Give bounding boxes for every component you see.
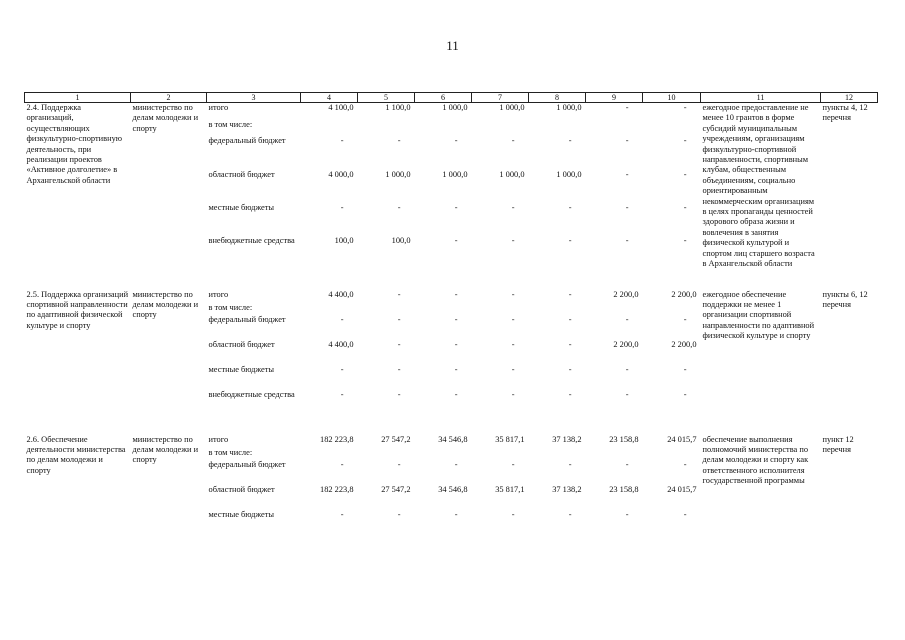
funding-value: - [568,509,572,519]
funding-source: внебюджетные средства [208,389,295,399]
column-numbers-row [25,93,878,103]
indicator-link: пункты 4, 12 перечня [822,103,868,123]
funding-value: - [511,339,515,349]
funding-value: 35 817,1 [495,484,525,494]
funding-value: 34 546,8 [438,434,468,444]
funding-value: - [625,103,629,112]
funding-value: - [568,389,572,399]
funding-source: федеральный бюджет [208,136,286,146]
funding-value [301,120,358,136]
funding-value: - [454,236,458,246]
funding-value [415,303,472,315]
funding-value: 23 158,8 [609,434,639,444]
executor-name: министерство по делам молодежи и спорту [132,103,199,133]
funding-value: - [511,136,515,146]
funding-value: 27 547,2 [381,434,411,444]
funding-value: - [625,314,629,324]
funding-value [529,303,586,315]
funding-value: - [454,136,458,146]
funding-value: - [683,103,687,112]
funding-value: - [454,389,458,399]
funding-value: - [683,389,687,399]
funding-source: областной бюджет [208,169,275,179]
funding-value: - [625,389,629,399]
funding-value: - [454,339,458,349]
funding-source: в том числе: [208,302,253,312]
funding-value [301,448,358,460]
funding-value: 2 200,0 [613,339,639,349]
funding-source: областной бюджет [208,484,275,494]
funding-value: - [683,136,687,146]
funding-value: - [683,314,687,324]
funding-value: - [568,364,572,374]
table-row [25,103,878,121]
funding-value: 1 000,0 [385,169,411,179]
table-row [25,290,878,303]
funding-value: - [397,389,401,399]
funding-value: - [511,389,515,399]
funding-value: - [397,459,401,469]
funding-value: 4 000,0 [328,169,354,179]
funding-value: - [511,236,515,246]
funding-value: - [397,339,401,349]
spacer-cell [25,415,878,435]
column-header: 9 [586,93,643,103]
funding-value: - [340,314,344,324]
funding-value: 35 817,1 [495,434,525,444]
funding-value: 2 200,0 [671,289,697,299]
funding-value [472,448,529,460]
column-header: 3 [207,93,301,103]
funding-value: - [511,509,515,519]
funding-value: - [625,509,629,519]
funding-value: - [568,314,572,324]
funding-source: в том числе: [208,120,253,130]
funding-value [472,120,529,136]
funding-value: - [397,364,401,374]
column-header: 10 [643,93,701,103]
funding-value: 100,0 [334,236,354,246]
funding-source: итого [208,289,229,299]
executor-name: министерство по делам молодежи и спорту [132,289,199,320]
funding-value [643,448,701,460]
funding-value: - [454,314,458,324]
funding-value: - [568,136,572,146]
indicator-link: пункты 6, 12 перечня [822,289,868,309]
funding-value: - [340,459,344,469]
funding-source: местные бюджеты [208,202,275,212]
column-header: 4 [301,93,358,103]
funding-value: - [397,509,401,519]
funding-value: 4 400,0 [328,339,354,349]
funding-value: - [454,459,458,469]
funding-value: - [340,202,344,212]
funding-value: - [511,314,515,324]
funding-value: - [397,314,401,324]
funding-value: - [683,509,687,519]
funding-source: итого [208,434,229,444]
section-spacer [25,270,878,290]
funding-value [643,120,701,136]
funding-value: - [511,202,515,212]
funding-value: - [683,459,687,469]
funding-value [586,303,643,315]
funding-value [415,120,472,136]
funding-value [472,303,529,315]
funding-value [415,448,472,460]
funding-value [358,448,415,460]
funding-value: 1 000,0 [442,169,468,179]
funding-value: - [568,202,572,212]
column-header: 2 [131,93,207,103]
funding-source: федеральный бюджет [208,314,286,324]
funding-value [586,120,643,136]
column-header: 5 [358,93,415,103]
table-body [25,103,878,535]
funding-source: федеральный бюджет [208,459,286,469]
funding-value [586,448,643,460]
funding-value: - [454,202,458,212]
funding-value: 1 100,0 [385,103,411,112]
funding-value: 4 400,0 [328,289,354,299]
funding-value: - [511,364,515,374]
activity-name: 2.6. Обеспечение деятельности министерства по делам молодежи и спорту [26,434,126,475]
funding-source: местные бюджеты [208,509,275,519]
funding-value: - [625,136,629,146]
funding-value: - [625,236,629,246]
column-header: 6 [415,93,472,103]
funding-value: - [683,202,687,212]
column-header: 11 [701,93,821,103]
funding-value [529,120,586,136]
funding-source: итого [208,103,229,112]
funding-value: 27 547,2 [381,484,411,494]
spacer-cell [25,270,878,290]
funding-value: 37 138,2 [552,484,582,494]
funding-value: 1 000,0 [499,169,525,179]
funding-value: - [683,169,687,179]
activity-name: 2.5. Поддержка организаций спортивной направленности по адаптивной физической культуре и спорту [26,289,129,330]
funding-source: областной бюджет [208,339,275,349]
funding-value [358,120,415,136]
funding-value: - [397,202,401,212]
funding-value: 1 000,0 [442,103,468,112]
funding-value: - [340,509,344,519]
column-header: 1 [25,93,131,103]
executor-name: министерство по делам молодежи и спорту [132,434,199,465]
table-row [25,435,878,448]
funding-value: - [511,289,515,299]
funding-value: - [397,136,401,146]
funding-value: 34 546,8 [438,484,468,494]
activity-name: 2.4. Поддержка организаций, осуществляющих физкультурно-спортивную деятельность, при реализации проектов «Активное долголетие» в Архангельской области [26,103,123,185]
funding-value: - [568,339,572,349]
funding-value: - [397,289,401,299]
funding-value [529,448,586,460]
funding-value: - [568,289,572,299]
funding-value [358,303,415,315]
funding-value: 37 138,2 [552,434,582,444]
column-header: 7 [472,93,529,103]
funding-value: - [568,236,572,246]
funding-value: 4 100,0 [328,103,354,112]
funding-value: - [511,459,515,469]
funding-value: 2 200,0 [613,289,639,299]
funding-value: - [340,364,344,374]
column-header: 12 [821,93,878,103]
funding-value: - [454,289,458,299]
funding-value: 1 000,0 [499,103,525,112]
funding-source: в том числе: [208,447,253,457]
funding-source: местные бюджеты [208,364,275,374]
funding-value: - [625,364,629,374]
section-spacer [25,415,878,435]
program-table [24,92,878,535]
funding-value: 182 223,8 [320,484,354,494]
column-header: 8 [529,93,586,103]
funding-value: - [625,202,629,212]
funding-value: 24 015,7 [667,484,697,494]
funding-value: 1 000,0 [556,169,582,179]
funding-value: - [625,169,629,179]
expected-result: ежегодное предоставление не менее 10 грантов в форме субсидий муниципальным учреждениям, организациям физкультурно-спортивной направленности, спортивным клубам, общественным объединениям, социально ориентированным некоммерческим организациям в целях пропаганды ценностей здорового образа жизни и вовлечения в занятия физической культурой и спортом лиц старшего возраста в Архангельской области [702,103,815,269]
funding-value: 24 015,7 [667,434,697,444]
funding-value: 1 000,0 [556,103,582,112]
funding-value: - [340,136,344,146]
funding-value: 182 223,8 [320,434,354,444]
indicator-link: пункт 12 перечня [822,434,854,454]
funding-value [643,303,701,315]
funding-value: - [568,459,572,469]
funding-value: - [683,236,687,246]
funding-value: - [340,389,344,399]
funding-value: - [625,459,629,469]
expected-result: ежегодное обеспечение поддержки не менее 1 организации спортивной направленности по адаптивной физической культуре и спорту [702,289,815,341]
funding-value [301,303,358,315]
funding-value: 23 158,8 [609,484,639,494]
funding-value: 100,0 [391,236,411,246]
page-number: 11 [446,38,459,53]
funding-value: - [454,509,458,519]
funding-value: - [683,364,687,374]
funding-value: 2 200,0 [671,339,697,349]
expected-result: обеспечение выполнения полномочий министерства по делам молодежи и спорту как ответственного исполнителя государственной программы [702,434,809,486]
funding-source: внебюджетные средства [208,236,295,246]
funding-value: - [454,364,458,374]
